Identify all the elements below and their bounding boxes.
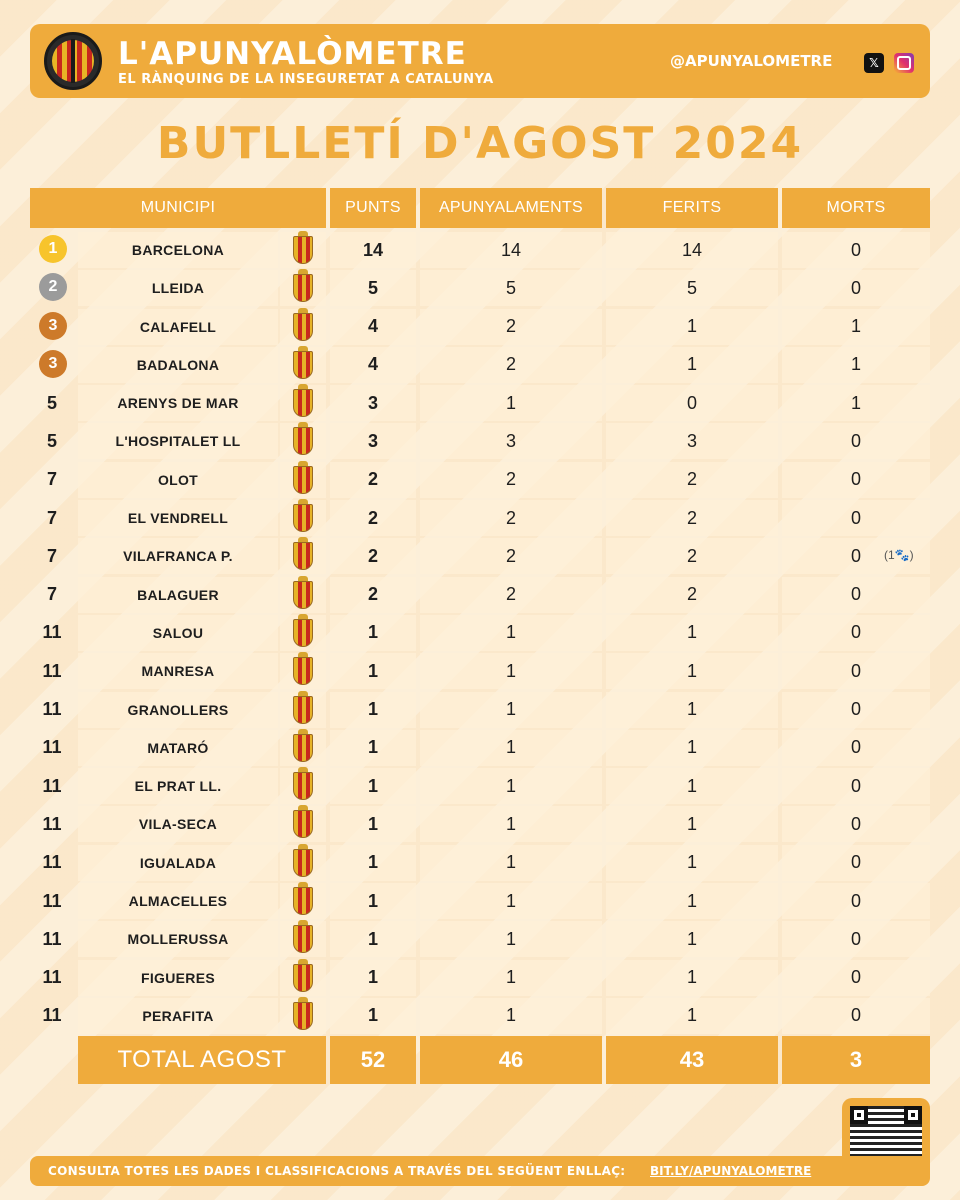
municipal-shield-icon <box>293 964 313 992</box>
table-row <box>0 346 960 384</box>
municipality-name: ALMACELLES <box>78 883 278 919</box>
ferits-value: 1 <box>606 347 778 383</box>
column-header-ferits: FERITS <box>606 188 778 228</box>
morts-value: 0 <box>782 921 930 957</box>
municipal-shield-icon <box>293 887 313 915</box>
municipal-shield-icon <box>293 236 313 264</box>
shield-icon-cell <box>280 883 326 919</box>
header-banner <box>30 24 930 98</box>
punts-value: 5 <box>330 270 416 306</box>
municipal-shield-icon <box>293 1002 313 1030</box>
punts-value: 1 <box>330 921 416 957</box>
punts-value: 3 <box>330 385 416 421</box>
municipality-name: L'HOSPITALET LL <box>78 423 278 459</box>
municipal-shield-icon <box>293 351 313 379</box>
shield-icon-cell <box>280 500 326 536</box>
table-row <box>0 614 960 652</box>
total-morts: 3 <box>782 1036 930 1084</box>
rank: 11 <box>42 813 62 834</box>
morts-value: 0 <box>782 423 930 459</box>
morts-value: 0 <box>782 960 930 996</box>
logo-icon <box>44 32 102 90</box>
municipal-shield-icon <box>293 313 313 341</box>
municipal-shield-icon <box>293 849 313 877</box>
apunyalaments-value: 1 <box>420 845 602 881</box>
brand-tagline: EL RÀNQUING DE LA INSEGURETAT A CATALUNYA <box>118 72 494 87</box>
apunyalaments-value: 1 <box>420 692 602 728</box>
ferits-value: 2 <box>606 538 778 574</box>
total-punts: 52 <box>330 1036 416 1084</box>
municipality-name: MATARÓ <box>78 730 278 766</box>
morts-value: 0 <box>782 577 930 613</box>
apunyalaments-value: 1 <box>420 768 602 804</box>
municipal-shield-icon <box>293 274 313 302</box>
morts-value: 0 <box>782 538 930 574</box>
instagram-icon[interactable] <box>894 53 914 73</box>
rank: 5 <box>46 430 57 451</box>
municipality-name: BADALONA <box>78 347 278 383</box>
municipal-shield-icon <box>293 772 313 800</box>
punts-value: 1 <box>330 768 416 804</box>
municipality-name: LLEIDA <box>78 270 278 306</box>
table-row <box>0 422 960 460</box>
column-header-apunyalaments: APUNYALAMENTS <box>420 188 602 228</box>
ferits-value: 2 <box>606 577 778 613</box>
page-title: BUTLLETÍ D'AGOST 2024 <box>156 118 804 169</box>
shield-icon-cell <box>280 768 326 804</box>
morts-value: 0 <box>782 615 930 651</box>
municipal-shield-icon <box>293 504 313 532</box>
ferits-value: 5 <box>606 270 778 306</box>
shield-icon-cell <box>280 845 326 881</box>
ferits-value: 1 <box>606 768 778 804</box>
municipality-name: CALAFELL <box>78 309 278 345</box>
morts-value: 0 <box>782 883 930 919</box>
municipality-name: BALAGUER <box>78 577 278 613</box>
rank: 11 <box>42 622 62 643</box>
morts-value: 0 <box>782 653 930 689</box>
rank: 7 <box>46 469 57 490</box>
punts-value: 2 <box>330 462 416 498</box>
apunyalaments-value: 2 <box>420 309 602 345</box>
municipal-shield-icon <box>293 581 313 609</box>
morts-value: 0 <box>782 232 930 268</box>
morts-value: 0 <box>782 692 930 728</box>
rank: 11 <box>42 852 62 873</box>
municipal-shield-icon <box>293 427 313 455</box>
ferits-value: 1 <box>606 998 778 1034</box>
table-row <box>0 269 960 307</box>
municipal-shield-icon <box>293 389 313 417</box>
rank: 11 <box>42 660 62 681</box>
municipality-name: EL PRAT LL. <box>78 768 278 804</box>
municipality-name: OLOT <box>78 462 278 498</box>
punts-value: 1 <box>330 998 416 1034</box>
punts-value: 1 <box>330 845 416 881</box>
brand-title: L'APUNYALÒMETRE <box>118 36 467 72</box>
rank: 7 <box>46 545 57 566</box>
shield-icon-cell <box>280 577 326 613</box>
municipal-shield-icon <box>293 734 313 762</box>
column-header-municipi: MUNICIPI <box>30 188 326 228</box>
municipal-shield-icon <box>293 466 313 494</box>
shield-icon-cell <box>280 653 326 689</box>
apunyalaments-value: 2 <box>420 500 602 536</box>
punts-value: 3 <box>330 423 416 459</box>
apunyalaments-value: 14 <box>420 232 602 268</box>
punts-value: 1 <box>330 653 416 689</box>
table-row <box>0 997 960 1035</box>
table-row <box>0 920 960 958</box>
morts-value: 0 <box>782 270 930 306</box>
morts-value: 0 <box>782 462 930 498</box>
rank: 7 <box>46 584 57 605</box>
rank: 11 <box>42 890 62 911</box>
shield-icon-cell <box>280 462 326 498</box>
medal-icon: 2 <box>39 273 67 301</box>
municipality-name: IGUALADA <box>78 845 278 881</box>
shield-icon-cell <box>280 232 326 268</box>
apunyalaments-value: 2 <box>420 462 602 498</box>
municipal-shield-icon <box>293 657 313 685</box>
shield-icon-cell <box>280 309 326 345</box>
ferits-value: 1 <box>606 960 778 996</box>
shield-icon-cell <box>280 730 326 766</box>
rank: 11 <box>42 1005 62 1026</box>
morts-value: 0 <box>782 806 930 842</box>
shield-icon-cell <box>280 347 326 383</box>
rank: 11 <box>42 737 62 758</box>
apunyalaments-value: 3 <box>420 423 602 459</box>
apunyalaments-value: 2 <box>420 347 602 383</box>
shield-icon-cell <box>280 960 326 996</box>
punts-value: 1 <box>330 615 416 651</box>
apunyalaments-value: 1 <box>420 921 602 957</box>
table-row <box>0 691 960 729</box>
table-row <box>0 537 960 575</box>
rank: 11 <box>42 967 62 988</box>
apunyalaments-value: 1 <box>420 960 602 996</box>
footer-link[interactable]: BIT.LY/APUNYALOMETRE <box>650 1164 812 1178</box>
rank: 5 <box>46 392 57 413</box>
shield-icon-cell <box>280 692 326 728</box>
municipal-shield-icon <box>293 619 313 647</box>
rank: 11 <box>42 699 62 720</box>
ferits-value: 1 <box>606 309 778 345</box>
shield-icon-cell <box>280 998 326 1034</box>
municipality-name: MANRESA <box>78 653 278 689</box>
municipality-name: SALOU <box>78 615 278 651</box>
morts-value: 0 <box>782 768 930 804</box>
apunyalaments-value: 1 <box>420 998 602 1034</box>
apunyalaments-value: 5 <box>420 270 602 306</box>
table-row <box>0 576 960 614</box>
ferits-value: 3 <box>606 423 778 459</box>
shield-icon-cell <box>280 423 326 459</box>
punts-value: 1 <box>330 692 416 728</box>
apunyalaments-value: 1 <box>420 883 602 919</box>
ferits-value: 1 <box>606 730 778 766</box>
punts-value: 2 <box>330 538 416 574</box>
shield-icon-cell <box>280 270 326 306</box>
morts-value: 1 <box>782 309 930 345</box>
ferits-value: 2 <box>606 500 778 536</box>
column-header-morts: MORTS <box>782 188 930 228</box>
table-row <box>0 729 960 767</box>
punts-value: 4 <box>330 309 416 345</box>
column-header-punts: PUNTS <box>330 188 416 228</box>
ferits-value: 14 <box>606 232 778 268</box>
ferits-value: 1 <box>606 845 778 881</box>
apunyalaments-value: 1 <box>420 730 602 766</box>
table-row <box>0 231 960 269</box>
municipal-shield-icon <box>293 696 313 724</box>
ferits-value: 1 <box>606 653 778 689</box>
table-row <box>0 882 960 920</box>
punts-value: 1 <box>330 883 416 919</box>
municipality-name: GRANOLLERS <box>78 692 278 728</box>
punts-value: 1 <box>330 730 416 766</box>
municipal-shield-icon <box>293 542 313 570</box>
ferits-value: 2 <box>606 462 778 498</box>
morts-value: 1 <box>782 385 930 421</box>
medal-icon: 3 <box>39 312 67 340</box>
morts-value: 0 <box>782 998 930 1034</box>
punts-value: 2 <box>330 500 416 536</box>
table-row <box>0 499 960 537</box>
municipality-name: MOLLERUSSA <box>78 921 278 957</box>
table-row <box>0 652 960 690</box>
totals-row <box>0 1036 960 1084</box>
table-row <box>0 844 960 882</box>
shield-icon-cell <box>280 806 326 842</box>
shield-icon-cell <box>280 615 326 651</box>
table-row <box>0 308 960 346</box>
footer-text: CONSULTA TOTES LES DADES I CLASSIFICACIONS A TRAVÉS DEL SEGÜENT ENLLAÇ: <box>48 1164 626 1178</box>
rank: 11 <box>42 928 62 949</box>
municipal-shield-icon <box>293 925 313 953</box>
rank: 7 <box>46 507 57 528</box>
municipality-name: PERAFITA <box>78 998 278 1034</box>
ranking-table <box>0 231 960 1035</box>
ferits-value: 1 <box>606 615 778 651</box>
apunyalaments-value: 2 <box>420 577 602 613</box>
apunyalaments-value: 2 <box>420 538 602 574</box>
apunyalaments-value: 1 <box>420 385 602 421</box>
morts-value: 1 <box>782 347 930 383</box>
ferits-value: 0 <box>606 385 778 421</box>
ferits-value: 1 <box>606 883 778 919</box>
footer-banner <box>30 1156 930 1186</box>
municipality-name: VILAFRANCA P. <box>78 538 278 574</box>
punts-value: 1 <box>330 960 416 996</box>
table-row <box>0 767 960 805</box>
apunyalaments-value: 1 <box>420 806 602 842</box>
table-row <box>0 959 960 997</box>
ferits-value: 1 <box>606 692 778 728</box>
municipality-name: VILA-SECA <box>78 806 278 842</box>
municipality-name: ARENYS DE MAR <box>78 385 278 421</box>
ferits-value: 1 <box>606 921 778 957</box>
punts-value: 14 <box>330 232 416 268</box>
total-ferits: 43 <box>606 1036 778 1084</box>
morts-value: 0 <box>782 500 930 536</box>
shield-icon-cell <box>280 385 326 421</box>
totals-label: TOTAL AGOST <box>78 1036 326 1084</box>
table-row <box>0 805 960 843</box>
social-handle[interactable]: @APUNYALOMETRE <box>670 52 833 70</box>
table-row <box>0 461 960 499</box>
paw-note: (1🐾) <box>884 548 914 563</box>
municipality-name: FIGUERES <box>78 960 278 996</box>
ferits-value: 1 <box>606 806 778 842</box>
punts-value: 4 <box>330 347 416 383</box>
x-icon[interactable]: 𝕏 <box>864 53 884 73</box>
municipality-name: EL VENDRELL <box>78 500 278 536</box>
punts-value: 2 <box>330 577 416 613</box>
apunyalaments-value: 1 <box>420 653 602 689</box>
total-apunyalaments: 46 <box>420 1036 602 1084</box>
morts-value: 0 <box>782 730 930 766</box>
medal-icon: 3 <box>39 350 67 378</box>
shield-icon-cell <box>280 921 326 957</box>
shield-icon-cell <box>280 538 326 574</box>
punts-value: 1 <box>330 806 416 842</box>
rank: 11 <box>42 775 62 796</box>
municipal-shield-icon <box>293 810 313 838</box>
morts-value: 0 <box>782 845 930 881</box>
apunyalaments-value: 1 <box>420 615 602 651</box>
table-row <box>0 384 960 422</box>
municipality-name: BARCELONA <box>78 232 278 268</box>
medal-icon: 1 <box>39 235 67 263</box>
